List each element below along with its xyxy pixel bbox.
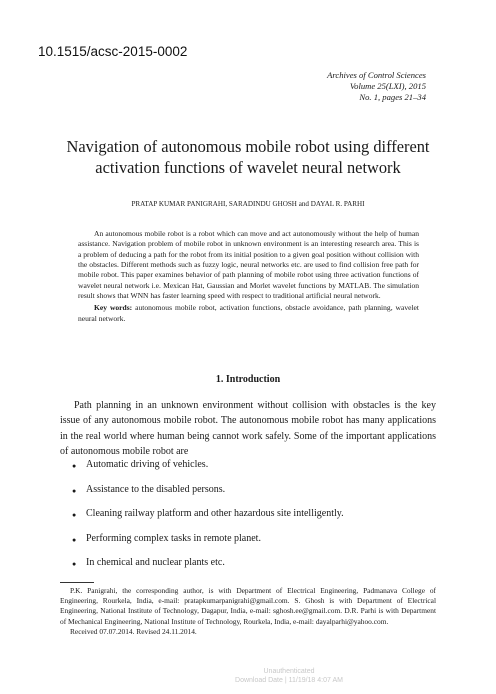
intro-paragraph: Path planning in an unknown environment without collision with obstacles is the key issue of any autonomous mobile robot. The autonomous mobile robot has many applications in the real world where human being cannot work safely. Some of the important applications of autonomous mobile robot are [60,400,436,458]
journal-info [327,70,426,104]
download-watermark [200,667,378,685]
journal-name: Archives of Control Sciences [327,70,426,80]
abstract [78,229,419,324]
bullet-icon: ● [72,560,77,568]
keywords-label: Key words: [94,303,133,313]
title-line-2: activation functions of wavelet neural network [95,158,401,177]
journal-issue: No. 1, pages 21–34 [359,92,426,103]
list-item-text: Cleaning railway platform and other hazardous site intelligently. [86,508,344,519]
list-item-text: In chemical and nuclear plants etc. [86,557,225,568]
footnote-affiliations: P.K. Panigrahi, the corresponding author, is with Department of Electrical Engineering, Padmanava College of Engineering, Rourkela, India, e-mail: pratapkumarpanigrahi@gmail.com. S. Ghosh is with Department of Electrical Engineering, National Institute of Technology, Dagapur, India, e-mail: sghosh.ee@gmail.com. D.R. Parhi is with Department of Mechanical Engineering, National Institute of Technology, Rourkela, India, e-mail: dayalparhi@yahoo.com. [60,586,436,626]
list-item [72,508,344,533]
application-list [72,459,344,582]
list-item-text: Automatic driving of vehicles. [86,459,209,470]
bullet-icon: ● [72,462,77,470]
bullet-icon: ● [72,535,77,544]
bullet-icon: ● [72,511,77,519]
footnote-received: Received 07.07.2014. Revised 24.11.2014. [70,626,197,636]
footnote-divider [60,582,94,583]
footnote [60,586,436,637]
list-item [72,557,344,582]
bullet-icon: ● [72,486,77,495]
author-list: PRATAP KUMAR PANIGRAHI, SARADINDU GHOSH and DAYAL R. PARHI [131,200,365,208]
watermark-line-2: Download Date | 11/19/18 4:07 AM [235,677,343,684]
list-item [72,459,344,484]
journal-volume: Volume 25(LXI), 2015 [349,81,426,92]
title-line-1: Navigation of autonomous mobile robot using different [66,137,430,156]
list-item-text: Assistance to the disabled persons. [86,483,226,495]
section-heading: 1. Introduction [215,374,281,385]
list-item [72,484,344,509]
introduction-body [60,398,436,460]
doi-identifier: 10.1515/acsc-2015-0002 [38,44,188,59]
keywords [78,303,419,324]
abstract-text: An autonomous mobile robot is a robot which can move and act autonomously without the help of human assistance. Navigation problem of mobile robot in unknown environment is an interesting research area. This is a problem of deducing a path for the robot from its initial position to a given goal position without collision with the obstacles. Different methods such as fuzzy logic, neural networks etc. are used to find collision free path for mobile robot. This paper examines behavior of path planning of mobile robot using three activation functions of wavelet neural network i.e. Mexican Hat, Gaussian and Morlet wavelet functions by MATLAB. The simulation result shows that WNN has faster learning speed with respect to traditional artificial neural network. [78,229,419,301]
keywords-text: autonomous mobile robot, activation functions, obstacle avoidance, path planning, wavelet neural network. [78,303,420,323]
paper-title [40,136,456,178]
watermark-line-1: Unauthenticated [263,668,315,675]
list-item [72,533,344,558]
list-item-text: Performing complex tasks in remote planet. [86,532,261,544]
